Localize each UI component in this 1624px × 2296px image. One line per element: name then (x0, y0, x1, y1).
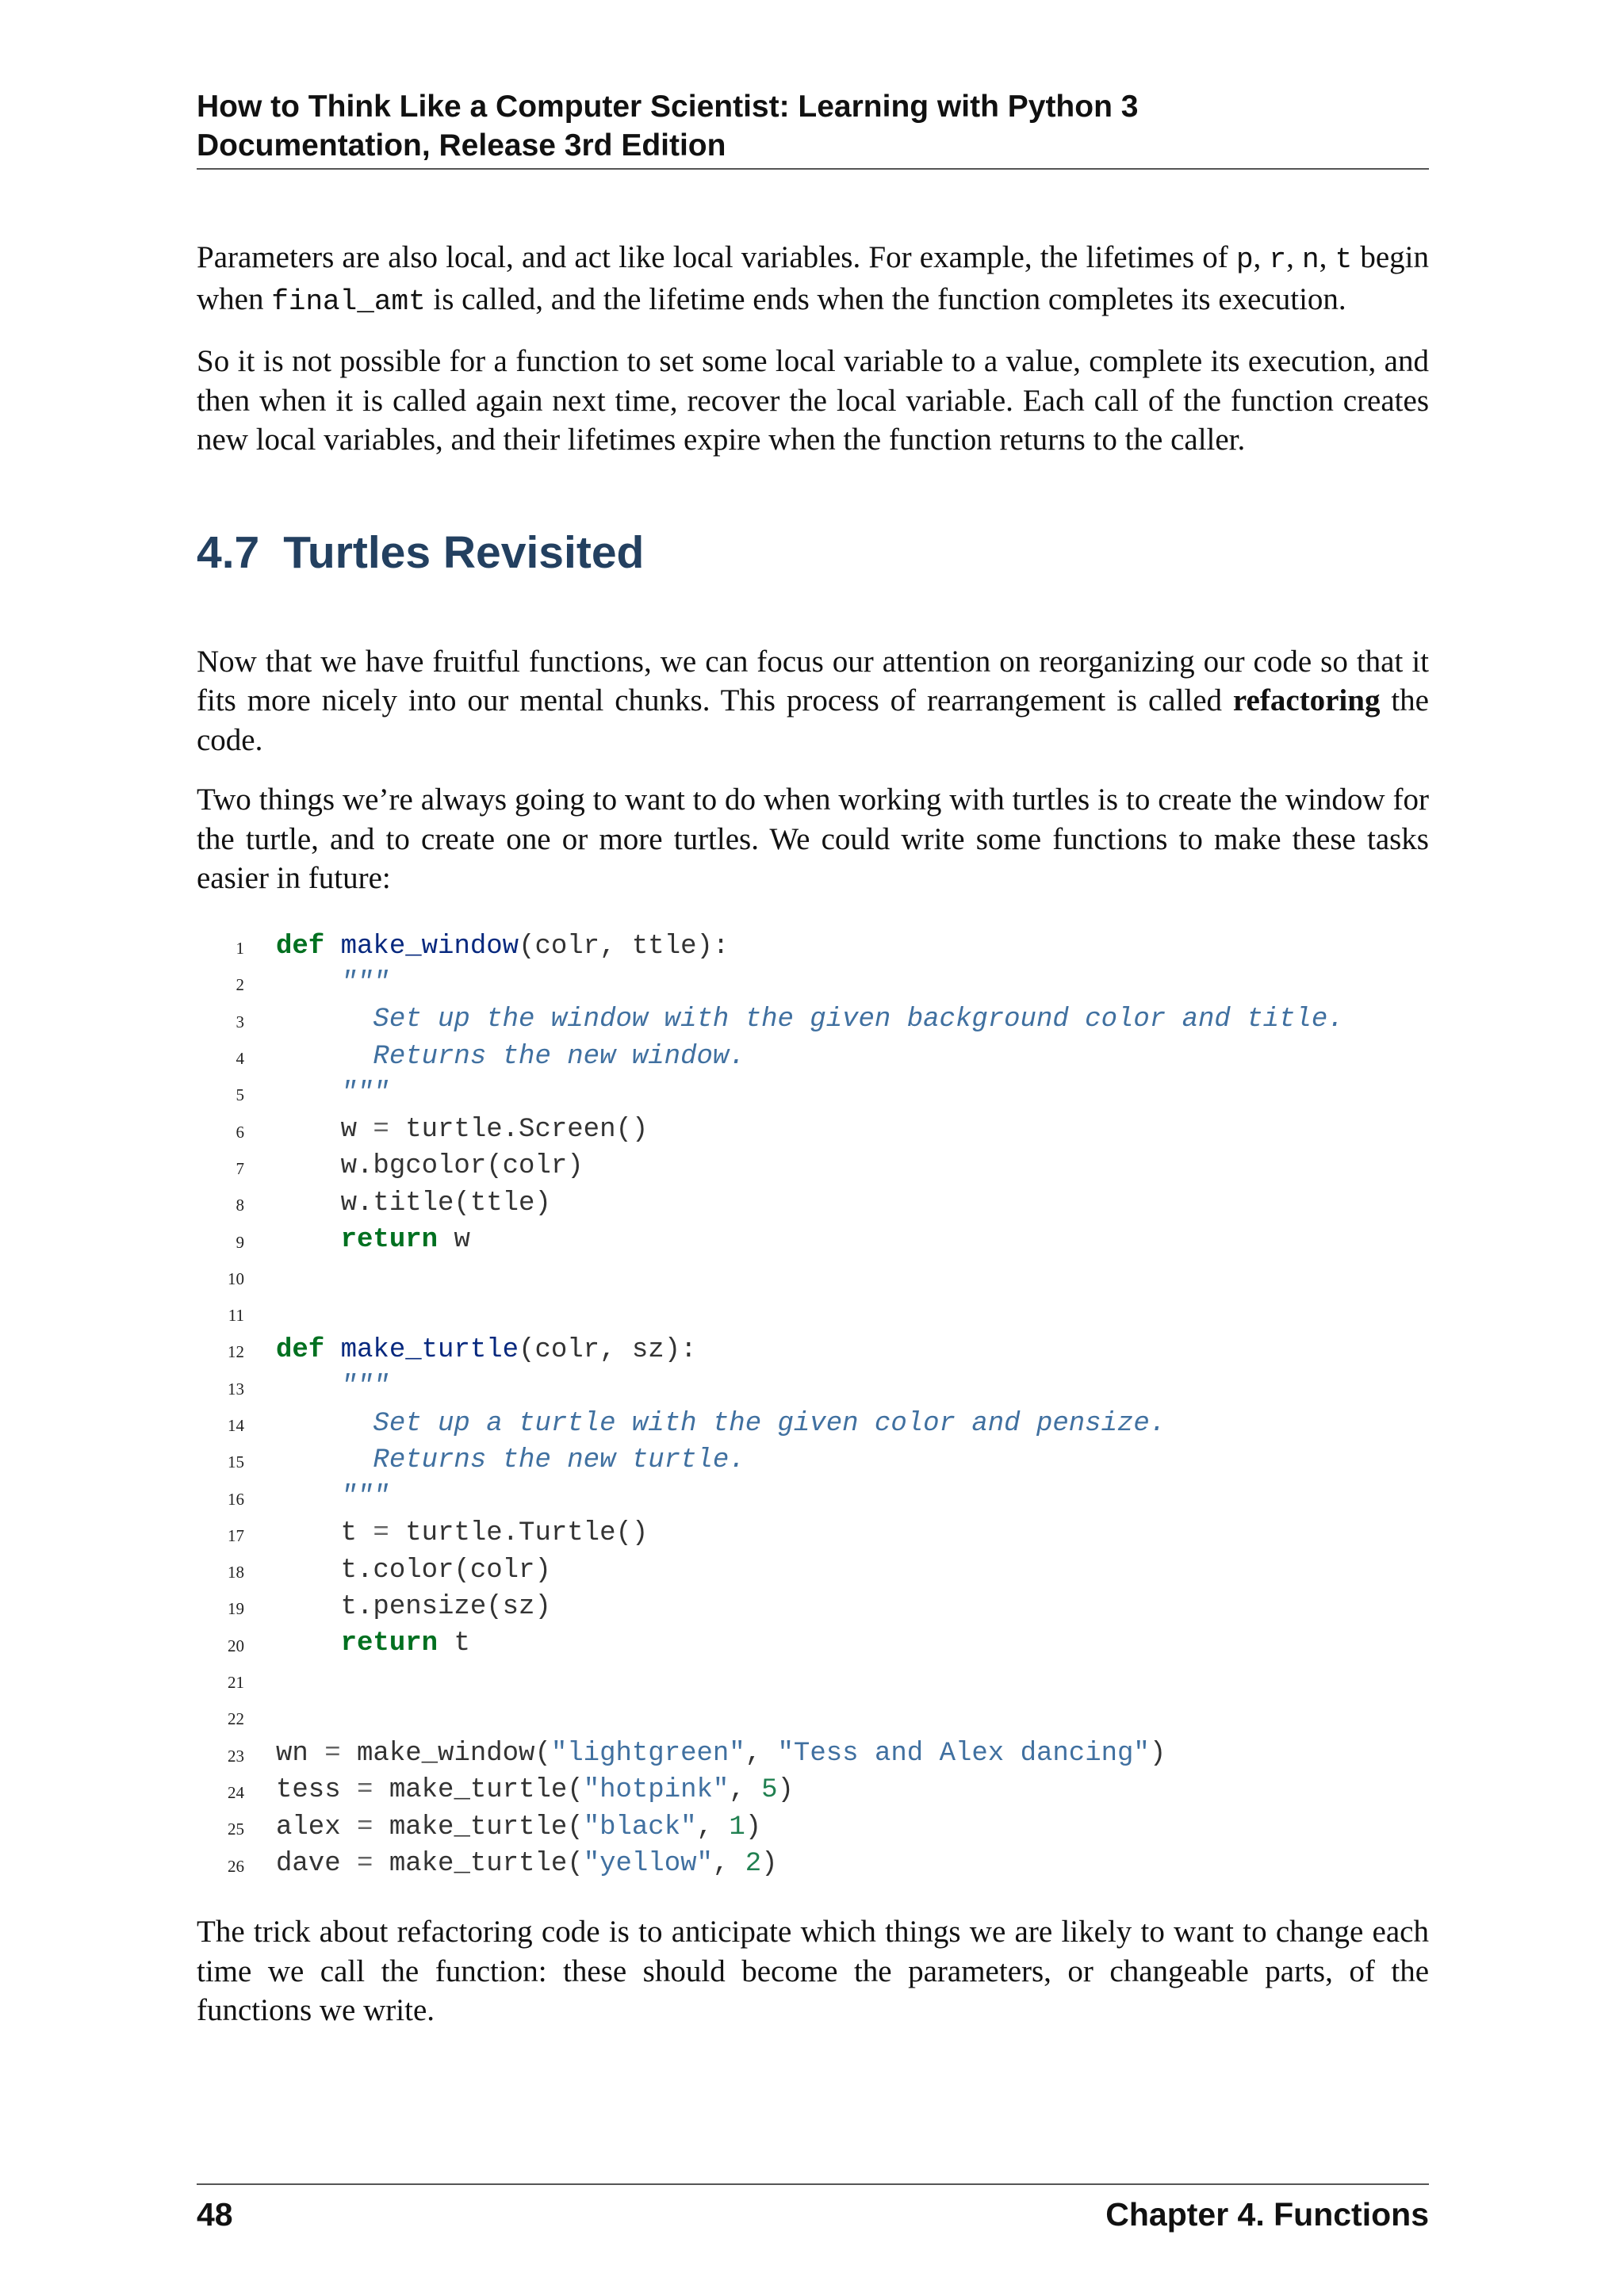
code-text: , (696, 1812, 730, 1843)
code-line (197, 1699, 1429, 1735)
code-line (197, 1222, 1429, 1258)
header-line-2: Documentation, Release 3rd Edition (197, 128, 726, 163)
line-number: 12 (228, 1342, 244, 1362)
function-name: make_turtle (340, 1334, 519, 1365)
code-line (197, 1809, 1429, 1846)
string-literal: "Tess and Alex dancing" (777, 1739, 1150, 1770)
line-number: 6 (236, 1122, 244, 1142)
operator: = (357, 1849, 373, 1880)
code-line (197, 1038, 1429, 1074)
text-run: Now that we have fruitful functions, we can focus our attention on reorganizing our code so that it fits more nicely into our mental chunks. This process of rearrangement is called (197, 644, 1429, 718)
operator: = (373, 1115, 389, 1146)
text-run: , (1253, 240, 1270, 274)
code-text: , (712, 1849, 745, 1880)
page-number: 48 (197, 2196, 233, 2233)
code-text: alex (276, 1812, 358, 1843)
paragraph-local-lifetimes: So it is not possible for a function to set some local variable to a value, complete its execution, and then when it is called again next time, recover the local variable. Each call of the function creates new local variables, and their lifetimes expire when the function returns to the caller. (197, 344, 1429, 457)
code-line (197, 1258, 1429, 1295)
paragraph-refactoring (197, 642, 1429, 760)
code-text: t (276, 1518, 373, 1549)
operator: = (324, 1739, 341, 1770)
line-number: 2 (236, 975, 244, 995)
code-line (197, 1368, 1429, 1405)
docstring: """ (276, 967, 389, 998)
text-run: Parameters are also local, and act like local variables. For example, the lifetimes of (197, 240, 1236, 274)
line-number: 9 (236, 1232, 244, 1252)
code-text: wn (276, 1739, 325, 1770)
operator: = (357, 1775, 373, 1806)
code-line (197, 1112, 1429, 1148)
line-number: 5 (236, 1085, 244, 1105)
line-number: 15 (228, 1452, 244, 1472)
section-heading (197, 525, 1429, 580)
line-number: 10 (228, 1269, 244, 1288)
function-name: make_window (340, 931, 519, 962)
text-run: , (1319, 240, 1335, 274)
line-number: 19 (228, 1599, 244, 1619)
docstring: """ (276, 1077, 389, 1108)
inline-code: final_amt (271, 285, 426, 318)
code-text: w.bgcolor(colr) (276, 1151, 584, 1182)
code-listing (197, 928, 1429, 1883)
code-text: t (438, 1628, 470, 1659)
line-number: 18 (228, 1563, 244, 1582)
code-line (197, 1589, 1429, 1625)
code-text: w (438, 1225, 470, 1256)
section-title: Turtles Revisited (283, 526, 645, 578)
inline-code: r (1269, 243, 1287, 276)
code-text: , (729, 1775, 762, 1806)
code-line (197, 1405, 1429, 1441)
bold-term: refactoring (1232, 683, 1381, 718)
code-text: make_turtle( (373, 1775, 584, 1806)
line-number: 23 (228, 1746, 244, 1766)
section-number: 4.7 (197, 526, 260, 578)
keyword: def (276, 931, 325, 962)
code-text: ) (1149, 1739, 1166, 1770)
keyword: def (276, 1334, 325, 1365)
code-line (197, 1295, 1429, 1331)
code-text: tess (276, 1775, 358, 1806)
line-number: 4 (236, 1049, 244, 1069)
code-line (197, 1846, 1429, 1882)
code-line (197, 1479, 1429, 1515)
line-number: 20 (228, 1636, 244, 1655)
header-line-1: How to Think Like a Computer Scientist: Learning with Python 3 (197, 90, 1139, 124)
line-number: 8 (236, 1196, 244, 1215)
code-text: make_window( (340, 1739, 551, 1770)
line-number: 7 (236, 1158, 244, 1178)
text-run: , (1286, 240, 1303, 274)
code-line (197, 1075, 1429, 1112)
code-text: w (276, 1115, 373, 1146)
string-literal: "lightgreen" (550, 1739, 745, 1770)
line-number: 17 (228, 1525, 244, 1545)
code-text: (colr, sz): (519, 1334, 697, 1365)
code-line (197, 1332, 1429, 1368)
code-line (197, 965, 1429, 1001)
docstring: """ (276, 1372, 389, 1402)
inline-code: p (1235, 243, 1254, 276)
text-run: the code. (197, 683, 1429, 757)
code-line (197, 928, 1429, 965)
code-line (197, 1662, 1429, 1698)
line-number: 11 (228, 1306, 244, 1326)
inline-code: n (1302, 243, 1320, 276)
docstring: """ (276, 1482, 389, 1513)
string-literal: "black" (583, 1812, 697, 1843)
paragraph-trick-refactoring: The trick about refactoring code is to anticipate which things we are likely to want to change each time we call the function: these should become the parameters, or changeable parts, of the functions we write. (197, 1915, 1429, 2028)
code-text: ) (761, 1849, 778, 1880)
keyword: return (276, 1628, 439, 1659)
text-run: is called, and the lifetime ends when the function completes its execution. (425, 281, 1346, 316)
number-literal: 2 (745, 1849, 762, 1880)
code-text: turtle.Turtle() (389, 1518, 649, 1549)
inline-code: t (1335, 243, 1353, 276)
code-line (197, 1442, 1429, 1479)
line-number: 26 (228, 1856, 244, 1876)
string-literal: "yellow" (583, 1849, 713, 1880)
running-header (197, 87, 1429, 170)
code-line (197, 1772, 1429, 1808)
code-text: make_turtle( (373, 1812, 584, 1843)
code-text: make_turtle( (373, 1849, 584, 1880)
docstring: Returns the new window. (276, 1041, 745, 1072)
code-line (197, 1001, 1429, 1038)
line-number: 24 (228, 1782, 244, 1802)
page-content (197, 238, 1429, 2051)
line-number: 1 (236, 939, 244, 959)
page-footer (197, 2183, 1429, 2233)
line-number: 16 (228, 1489, 244, 1509)
chapter-title: Chapter 4. Functions (1105, 2196, 1429, 2233)
code-text: ) (745, 1812, 762, 1843)
docstring: Set up the window with the given background color and title. (276, 1004, 1344, 1035)
operator: = (373, 1518, 389, 1549)
code-text: t.color(colr) (276, 1555, 551, 1586)
line-number: 22 (228, 1709, 244, 1729)
operator: = (357, 1812, 373, 1843)
docstring: Returns the new turtle. (276, 1445, 745, 1475)
string-literal: "hotpink" (583, 1775, 730, 1806)
line-number: 25 (228, 1820, 244, 1839)
line-number: 13 (228, 1379, 244, 1399)
code-line (197, 1148, 1429, 1184)
code-line (197, 1185, 1429, 1222)
line-number: 3 (236, 1012, 244, 1031)
number-literal: 1 (729, 1812, 745, 1843)
number-literal: 5 (761, 1775, 778, 1806)
code-line (197, 1515, 1429, 1552)
docstring: Set up a turtle with the given color and pensize. (276, 1408, 1166, 1439)
code-text: , (745, 1739, 778, 1770)
paragraph-two-things: Two things we’re always going to want to do when working with turtles is to create the window for the turtle, and to create one or more turtles. We could write some functions to make these tasks easier in future: (197, 783, 1429, 895)
code-text: turtle.Screen() (389, 1115, 649, 1146)
code-text: t.pensize(sz) (276, 1591, 551, 1622)
line-number: 21 (228, 1673, 244, 1693)
code-line (197, 1735, 1429, 1772)
code-text: dave (276, 1849, 358, 1880)
text-run: begin when (197, 240, 1430, 316)
code-text: ) (777, 1775, 794, 1806)
code-text: w.title(ttle) (276, 1188, 551, 1219)
line-number: 14 (228, 1416, 244, 1435)
keyword: return (276, 1225, 439, 1256)
paragraph-parameters-local (197, 238, 1429, 321)
code-text: (colr, ttle): (519, 931, 730, 962)
code-line (197, 1625, 1429, 1662)
code-line (197, 1552, 1429, 1589)
